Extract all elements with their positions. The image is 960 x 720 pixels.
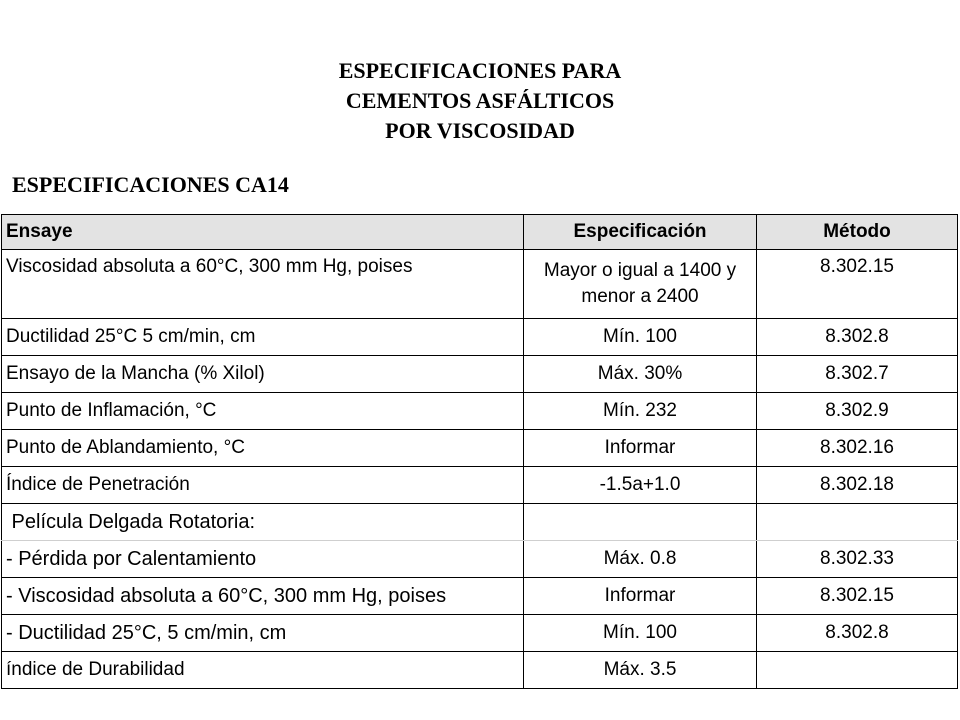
cell-ensaye: Ensayo de la Mancha (% Xilol) bbox=[2, 356, 524, 393]
cell-ensaye: - Pérdida por Calentamiento bbox=[2, 541, 524, 578]
title-line-2: CEMENTOS ASFÁLTICOS bbox=[345, 88, 615, 113]
title-line-1: ESPECIFICACIONES PARA bbox=[338, 58, 622, 83]
cell-metodo: 8.302.8 bbox=[757, 615, 958, 652]
cell-metodo: 8.302.15 bbox=[757, 578, 958, 615]
cell-especificacion: -1.5a+1.0 bbox=[524, 467, 757, 504]
cell-metodo: 8.302.33 bbox=[757, 541, 958, 578]
header-metodo: Método bbox=[757, 215, 958, 250]
cell-ensaye: índice de Durabilidad bbox=[2, 652, 524, 689]
cell-metodo: 8.302.8 bbox=[757, 319, 958, 356]
cell-especificacion: Máx. 0.8 bbox=[524, 541, 757, 578]
cell-especificacion: Informar bbox=[524, 430, 757, 467]
title-line-3: POR VISCOSIDAD bbox=[385, 118, 575, 143]
cell-metodo: 8.302.15 bbox=[757, 250, 958, 319]
cell-ensaye: - Viscosidad absoluta a 60°C, 300 mm Hg, poises bbox=[2, 578, 524, 615]
cell-ensaye: - Ductilidad 25°C, 5 cm/min, cm bbox=[2, 615, 524, 652]
page-title bbox=[0, 56, 960, 146]
cell-especificacion: Mín. 100 bbox=[524, 319, 757, 356]
cell-ensaye: Índice de Penetración bbox=[2, 467, 524, 504]
table-row bbox=[2, 578, 958, 615]
cell-ensaye: Viscosidad absoluta a 60°C, 300 mm Hg, poises bbox=[2, 250, 524, 319]
specifications-table bbox=[1, 214, 958, 689]
cell-especificacion: Mín. 100 bbox=[524, 615, 757, 652]
cell-metodo: 8.302.18 bbox=[757, 467, 958, 504]
cell-especificacion: Máx. 30% bbox=[524, 356, 757, 393]
cell-metodo: 8.302.9 bbox=[757, 393, 958, 430]
cell-ensaye: Película Delgada Rotatoria: bbox=[2, 504, 524, 541]
cell-metodo: 8.302.7 bbox=[757, 356, 958, 393]
cell-metodo bbox=[757, 504, 958, 541]
table-row bbox=[2, 430, 958, 467]
cell-ensaye: Punto de Inflamación, °C bbox=[2, 393, 524, 430]
cell-especificacion: Mayor o igual a 1400 y menor a 2400 bbox=[524, 250, 757, 319]
header-especificacion: Especificación bbox=[524, 215, 757, 250]
table-row bbox=[2, 467, 958, 504]
cell-ensaye: Punto de Ablandamiento, °C bbox=[2, 430, 524, 467]
cell-metodo bbox=[757, 652, 958, 689]
section-subtitle: ESPECIFICACIONES CA14 bbox=[12, 172, 289, 197]
table-row bbox=[2, 615, 958, 652]
table-row bbox=[2, 504, 958, 541]
table-row bbox=[2, 250, 958, 319]
table-row bbox=[2, 541, 958, 578]
cell-especificacion bbox=[524, 504, 757, 541]
table-row bbox=[2, 319, 958, 356]
cell-especificacion: Informar bbox=[524, 578, 757, 615]
table-row bbox=[2, 356, 958, 393]
cell-especificacion: Máx. 3.5 bbox=[524, 652, 757, 689]
cell-especificacion: Mín. 232 bbox=[524, 393, 757, 430]
header-ensaye: Ensaye bbox=[2, 215, 524, 250]
table-header-row bbox=[2, 215, 958, 250]
table-row bbox=[2, 393, 958, 430]
table-row bbox=[2, 652, 958, 689]
cell-ensaye: Ductilidad 25°C 5 cm/min, cm bbox=[2, 319, 524, 356]
cell-metodo: 8.302.16 bbox=[757, 430, 958, 467]
